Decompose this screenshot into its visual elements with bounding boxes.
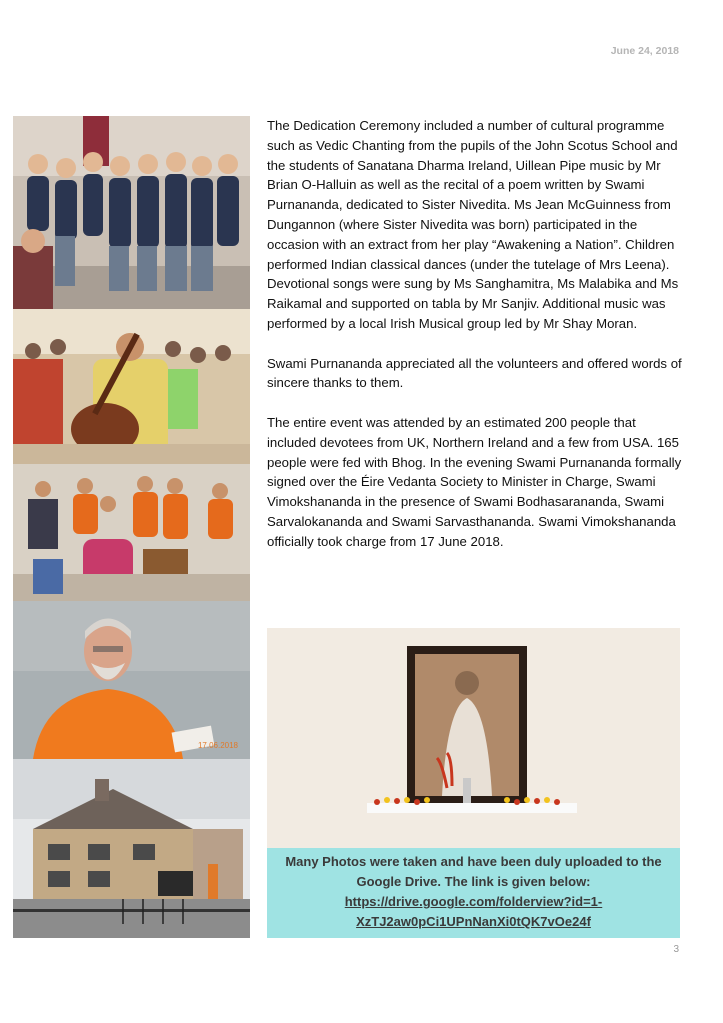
photo-house-exterior: [13, 759, 250, 938]
article-paragraph: Swami Purnananda appreciated all the volunteers and offered words of sincere thanks to them.: [267, 355, 682, 391]
caption-text: Many Photos were taken and have been duly uploaded to the Google Drive. The link is given below:: [285, 854, 662, 889]
article-paragraph: The entire event was attended by an estimated 200 people that included devotees from UK, Northern Ireland and a few from USA. 165 people were fed with Bhog. In the evening Swami Purnananda formally signed over the Éire Vedanta Society to Minister in Charge, Swami Vimokshananda in the presence of Swami Bodhasarananda, Swami Sarvalokananda and Swami Sarvasthananda. Swami Vimokshananda officially took charge from 17 June 2018.: [267, 414, 682, 549]
photo-children-choir: [13, 116, 250, 309]
photo-framed-portrait: [267, 628, 680, 848]
photo-date-stamp: 17.06.2018: [197, 741, 238, 750]
photo-swami-speaking: [13, 601, 250, 759]
page-date: June 24, 2018: [610, 45, 679, 57]
page-number: 3: [673, 944, 679, 955]
drive-link[interactable]: https://drive.google.com/folderview?id=1-XzTJ2aw0pCi1UPnNanXi0tQK7vOe24f: [344, 894, 603, 929]
article-paragraph: The Dedication Ceremony included a number of cultural programme such as Vedic Chanting from the pupils of the John Scotus School and the students of Sanatana Dharma Ireland, Uillean Pipe music by Mr Brian O-Halluin as well as the recital of a poem written by Swami Purnananda, dedicated to Sister Nivedita. Ms Jean McGuinness from Dungannon (where Sister Nivedita was born) participated in the occasion with an extract from her play “Awakening a Nation”. Children performed Indian classical dances (under the tutelage of Mrs Leena). Devotional songs were sung by Ms Sanghamitra, Ms Malabika and Ms Raikamal and supported on tabla by Mr Sanjiv. Additional music was performed by a local Irish Musical group led by Mr Shay Moran.: [267, 118, 679, 331]
photo-audience-swamis: [13, 464, 250, 601]
article-body: [267, 116, 687, 571]
photo-sitar-musician: [13, 309, 250, 464]
caption-box: [267, 848, 680, 938]
